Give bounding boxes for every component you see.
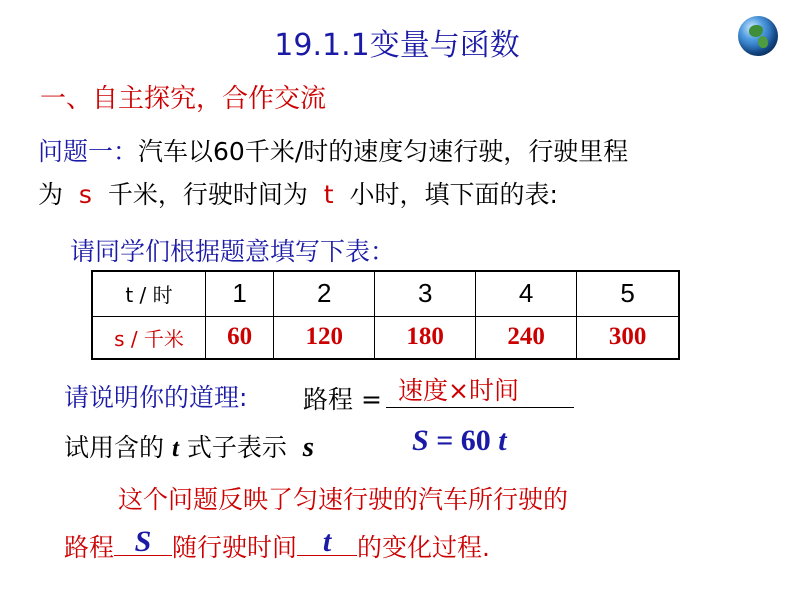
blank-s-value: S — [134, 525, 152, 558]
globe-icon — [738, 16, 778, 56]
blank-s — [114, 525, 172, 558]
question-label: 问题一： — [38, 137, 139, 166]
reason-prompt: 请说明你的道理: — [64, 383, 248, 412]
table-cell: 300 — [577, 316, 679, 359]
question-text-2c: 小时，填下面的表: — [349, 180, 558, 209]
row-header-t: t / 时 — [92, 271, 206, 316]
table-cell: 120 — [274, 316, 375, 359]
blank-t-value: t — [322, 525, 332, 558]
table-cell: 1 — [206, 271, 274, 316]
conclusion-text-a: 路程 — [64, 533, 115, 562]
table-cell: 5 — [577, 271, 679, 316]
question-text-2b: 千米，行驶时间为 — [107, 180, 308, 209]
conclusion-line-2 — [64, 525, 490, 564]
route-label: 路程 = — [303, 385, 382, 414]
table-cell: 3 — [375, 271, 476, 316]
question-line-1 — [38, 132, 628, 168]
variable-t: t — [171, 435, 179, 462]
expression-prompt — [64, 428, 314, 464]
page-title: 19.1.1变量与函数 — [274, 28, 520, 63]
row-header-s: s / 千米 — [92, 316, 206, 359]
instruction: 请同学们根据题意填写下表： — [70, 237, 396, 266]
conclusion-text-c: 的变化过程. — [357, 533, 490, 562]
data-table — [91, 270, 680, 360]
table-cell: 2 — [274, 271, 375, 316]
expression-prefix: 试用含的 — [64, 433, 165, 462]
conclusion-line-1: 这个问题反映了匀速行驶的汽车所行驶的 — [118, 485, 569, 514]
conclusion-text-b: 随行驶时间 — [172, 533, 298, 562]
answer-blank-line — [386, 407, 574, 408]
table-cell: 60 — [206, 316, 274, 359]
question-line-2 — [38, 175, 558, 211]
variable-s: s — [78, 180, 92, 209]
table-cell: 4 — [476, 271, 577, 316]
formula-s: S — [412, 424, 429, 457]
section-heading: 一、自主探究，合作交流 — [40, 84, 327, 114]
question-text-1: 汽车以60千米/时的速度匀速行驶，行驶里程 — [138, 137, 629, 166]
table-row — [92, 316, 679, 359]
formula-t: t — [498, 424, 507, 457]
variable-s: s — [302, 431, 315, 463]
table-cell: 180 — [375, 316, 476, 359]
expression-middle: 式子表示 — [186, 433, 287, 462]
formula — [412, 424, 507, 458]
question-text-2a: 为 — [38, 180, 64, 209]
variable-t: t — [323, 180, 334, 209]
formula-body: = 60 — [436, 424, 491, 457]
table-cell: 240 — [476, 316, 577, 359]
route-answer: 速度×时间 — [398, 376, 519, 405]
blank-t — [297, 525, 357, 558]
table-row — [92, 271, 679, 316]
